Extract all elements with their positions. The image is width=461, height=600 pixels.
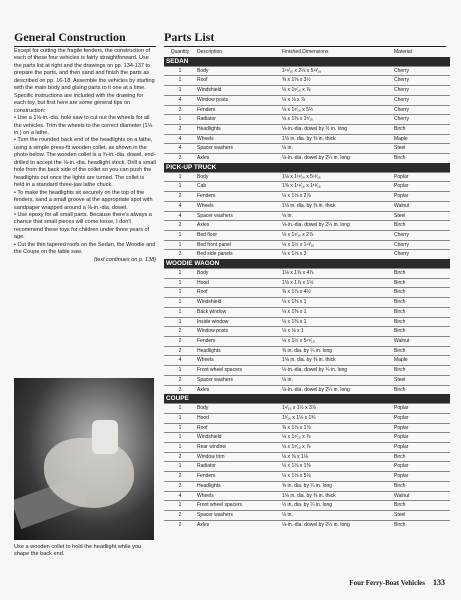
cell-dimensions: 1⅛ in. dia. by ⅜ in. thick	[281, 134, 393, 144]
cell-quantity: 1	[164, 76, 196, 86]
cell-dimensions: ⅛ x ⅝ x 1⅛	[281, 452, 393, 462]
table-row	[164, 192, 450, 202]
cell-description: Inside window	[196, 317, 281, 327]
cell-material: Cherry	[393, 230, 450, 240]
cell-material: Poplar	[393, 192, 450, 202]
cell-quantity: 4	[164, 134, 196, 144]
cell-dimensions: 1⅛ x 1¹¹⁄₁₆ x 5¹³⁄₁₆	[281, 172, 393, 182]
cell-dimensions: ⅛ x 1½ x 1¹³⁄₁₆	[281, 240, 393, 250]
cell-quantity: 2	[164, 250, 196, 259]
intro-paragraph: Except for cutting the fragile fenders, the construction of each of these four vehicles is fairly straightforward. Use the parts list at right and the drawings on pp. 134-137 to prepare the parts, and then sand and finish the parts as described on pp. 16-18. Assemble the vehicles by starting with the main body and gluing parts to it one at a time. Specific instructions are included with the drawing for each toy, but first here are some general tips on construction:	[14, 48, 155, 114]
cell-dimensions: ⅛-in.-dia. dowel by 2¼ in. long	[281, 385, 393, 394]
cell-quantity: 1	[164, 288, 196, 298]
tip-epoxy: • Use epoxy for all small parts. Because there's always a chance that small pieces will come loose, I don't recommend these toys for children under three years of age.	[14, 211, 152, 241]
cell-description: Fenders	[196, 472, 281, 482]
cell-quantity: 1	[164, 413, 196, 423]
table-row	[164, 144, 450, 154]
cell-dimensions: ⅛ x 1½ x 5¹⁵⁄₁₆	[281, 336, 393, 346]
cell-dimensions: ⅛-in.-dia. dowel by 2¼ in. long	[281, 520, 393, 529]
cell-quantity: 2	[164, 154, 196, 163]
cell-quantity: 2	[164, 327, 196, 337]
cell-description: Fenders	[196, 192, 281, 202]
cell-material: Birch	[393, 307, 450, 317]
cell-material: Birch	[393, 298, 450, 308]
table-row	[164, 501, 450, 511]
cell-description: Axles	[196, 221, 281, 231]
cell-material: Walnut	[393, 491, 450, 501]
cell-dimensions: 1⁹⁄₁₆ x 1½ x 3⅞	[281, 404, 393, 414]
cell-quantity: 1	[164, 307, 196, 317]
section-name: WOODIE WAGON	[164, 259, 450, 269]
page-footer	[349, 578, 445, 587]
page-number: 133	[433, 578, 445, 587]
cell-material: Steel	[393, 211, 450, 221]
table-row	[164, 86, 450, 96]
cell-description: Body	[196, 172, 281, 182]
cell-description: Wheels	[196, 201, 281, 211]
table-row	[164, 520, 450, 529]
cell-description: Window trim	[196, 452, 281, 462]
cell-material: Poplar	[393, 404, 450, 414]
cell-material: Cherry	[393, 66, 450, 76]
cell-material: Birch	[393, 452, 450, 462]
cell-description: Axles	[196, 385, 281, 394]
photo-caption: Use a wooden collet to hold the headlight while you shape the back end.	[14, 544, 142, 557]
cell-dimensions: 1⅛ x 1⅞ x 1½	[281, 278, 393, 288]
table-row	[164, 134, 450, 144]
section-header-row	[164, 57, 450, 67]
cell-material: Cherry	[393, 105, 450, 115]
section-name: SEDAN	[164, 57, 450, 67]
cell-quantity: 1	[164, 240, 196, 250]
cell-quantity: 1	[164, 462, 196, 472]
cell-description: Spacer washers	[196, 211, 281, 221]
cell-material: Cherry	[393, 95, 450, 105]
cell-material: Birch	[393, 278, 450, 288]
cell-quantity: 1	[164, 443, 196, 453]
cell-material: Birch	[393, 124, 450, 134]
cell-dimensions: ⅛ in.	[281, 510, 393, 520]
section-header-row	[164, 259, 450, 269]
body-text	[14, 48, 156, 264]
cell-material: Birch	[393, 154, 450, 163]
cell-dimensions: ⅛ x 1⅛ x 2⅞	[281, 192, 393, 202]
cell-material: Maple	[393, 134, 450, 144]
cell-quantity: 4	[164, 95, 196, 105]
wooden-collet	[92, 420, 118, 454]
cell-description: Windshield	[196, 433, 281, 443]
table-row	[164, 443, 450, 453]
cell-material: Walnut	[393, 201, 450, 211]
cell-quantity: 2	[164, 510, 196, 520]
table-row	[164, 404, 450, 414]
table-row	[164, 307, 450, 317]
table-row	[164, 510, 450, 520]
col-dimensions: Finished Dimensions	[282, 49, 329, 55]
cell-dimensions: ⅛-in.-dia. dowel by 2¼ in. long	[281, 221, 393, 231]
cell-dimensions: ⅛ x 1⁵⁄₁₆ x ⅞	[281, 443, 393, 453]
lathe-photo	[14, 378, 154, 540]
cell-dimensions: ½ in. dia. by ¼ in. long	[281, 501, 393, 511]
cell-description: Rear window	[196, 443, 281, 453]
table-row	[164, 433, 450, 443]
cell-material: Cherry	[393, 250, 450, 259]
cell-description: Roof	[196, 76, 281, 86]
table-row	[164, 66, 450, 76]
cell-material: Birch	[393, 288, 450, 298]
cell-dimensions: 1⅛ in. dia. by ⅜ in. thick	[281, 491, 393, 501]
section-name: PICK-UP TRUCK	[164, 163, 450, 173]
cell-quantity: 2	[164, 346, 196, 356]
cell-description: Bed front panel	[196, 240, 281, 250]
cell-description: Hood	[196, 413, 281, 423]
cell-material: Poplar	[393, 462, 450, 472]
parts-table	[164, 48, 450, 529]
cell-material: Steel	[393, 375, 450, 385]
table-row	[164, 269, 450, 279]
cell-description: Roof	[196, 423, 281, 433]
table-row	[164, 115, 450, 125]
cell-quantity: 2	[164, 481, 196, 491]
cell-quantity: 1	[164, 433, 196, 443]
cell-dimensions: ⅛ x 1⅜ x 1	[281, 307, 393, 317]
table-row	[164, 221, 450, 231]
table-row	[164, 230, 450, 240]
cell-material: Birch	[393, 317, 450, 327]
cell-description: Headlights	[196, 481, 281, 491]
tip-wheels: • Use a 1⅛-in.-dia. hole saw to cut out the wheels for all the vehicles. Trim the wheels to the correct diameter (1⅛ in.) on a lathe.	[14, 115, 153, 136]
left-column	[14, 30, 156, 264]
table-row	[164, 317, 450, 327]
heading-rule-left	[14, 46, 156, 47]
cell-description: Window posts	[196, 95, 281, 105]
cell-description: Windshield	[196, 298, 281, 308]
cell-description: Hood	[196, 278, 281, 288]
table-row	[164, 211, 450, 221]
table-row	[164, 366, 450, 376]
table-row	[164, 375, 450, 385]
cell-description: Headlights	[196, 124, 281, 134]
cell-dimensions: ⅜ in. dia. by ¼ in. long	[281, 481, 393, 491]
cell-description: Fenders	[196, 105, 281, 115]
footer-title: Four Ferry-Boat Vehicles	[349, 579, 425, 587]
cell-dimensions: ⅛ in.	[281, 375, 393, 385]
heading-rule-right	[164, 46, 446, 47]
cell-material: Poplar	[393, 172, 450, 182]
cell-quantity: 2	[164, 472, 196, 482]
cell-description: Body	[196, 269, 281, 279]
cell-material: Birch	[393, 269, 450, 279]
cell-material: Birch	[393, 327, 450, 337]
cell-material: Poplar	[393, 433, 450, 443]
cell-quantity: 1	[164, 317, 196, 327]
table-row	[164, 201, 450, 211]
table-row	[164, 172, 450, 182]
cell-description: Wheels	[196, 356, 281, 366]
cell-quantity: 1	[164, 172, 196, 182]
cell-quantity: 2	[164, 192, 196, 202]
cell-dimensions: ⅛ in.	[281, 211, 393, 221]
cell-description: Body	[196, 66, 281, 76]
cell-quantity: 2	[164, 520, 196, 529]
cell-description: Front wheel spacers	[196, 501, 281, 511]
cell-dimensions: ⅛ x 1⁵⁄₁₆ x 5½	[281, 105, 393, 115]
cell-quantity: 4	[164, 491, 196, 501]
cell-quantity: 1	[164, 66, 196, 76]
table-row	[164, 124, 450, 134]
cell-dimensions: ⅜ in. dia. by ¼ in. long	[281, 346, 393, 356]
cell-dimensions: ⅛ x 1⅛ x 1⅜	[281, 462, 393, 472]
parts-table-body	[164, 57, 450, 530]
col-description: Description	[197, 49, 223, 55]
cell-description: Bed side panels	[196, 250, 281, 259]
cell-dimensions: ⅛ x ⅛ x 1	[281, 327, 393, 337]
table-row	[164, 423, 450, 433]
cell-dimensions: ⅛ x 1⅛ x 3	[281, 250, 393, 259]
cell-description: Wheels	[196, 491, 281, 501]
cell-material: Cherry	[393, 86, 450, 96]
cell-quantity: 1	[164, 278, 196, 288]
cell-quantity: 2	[164, 221, 196, 231]
cell-description: Bed floor	[196, 230, 281, 240]
cell-description: Cab	[196, 182, 281, 192]
table-row	[164, 240, 450, 250]
table-row	[164, 385, 450, 394]
cell-dimensions: ⅜ x 1⅞ x 4½	[281, 288, 393, 298]
cell-dimensions: ⅛ x 1⁵⁄₁₆ x ⅞	[281, 86, 393, 96]
cell-dimensions: ⅛-in.-dia. dowel by ½ in. long	[281, 124, 393, 134]
cell-material: Birch	[393, 221, 450, 231]
continued-note: (text continues on p. 138)	[93, 256, 156, 263]
cell-dimensions: ½-in.-dia. dowel by ¼ in. long	[281, 366, 393, 376]
table-row	[164, 298, 450, 308]
cell-quantity: 1	[164, 501, 196, 511]
cell-description: Wheels	[196, 134, 281, 144]
table-row	[164, 327, 450, 337]
tip-headlights: • Turn the rounded back end of the headlights on a lathe, using a simple press-fit wooden collet, as shown in the photo below. The wooden collet is a ¾-in.-dia. dowel, end-drilled to accept the ⅛-in.-dia. headlight stock. Drill a small hole from the back side of the collet so you can push the headlights out once the lights are turned. The collet is held in a standard three-jaw lathe chuck.	[14, 137, 156, 189]
cell-dimensions: 1⅛ x 1⅜ x 4⅞	[281, 269, 393, 279]
cell-dimensions: ⅜ x 1⅞ x 1⅞	[281, 423, 393, 433]
cell-dimensions: ⅛ x 1⁵⁄₁₆ x ⅞	[281, 433, 393, 443]
cell-description: Axles	[196, 154, 281, 163]
parts-list	[164, 30, 446, 529]
cell-quantity: 1	[164, 404, 196, 414]
table-row	[164, 346, 450, 356]
table-row	[164, 105, 450, 115]
cell-material: Steel	[393, 144, 450, 154]
cell-quantity: 2	[164, 124, 196, 134]
cell-description: Fenders	[196, 336, 281, 346]
table-row	[164, 452, 450, 462]
cell-description: Radiator	[196, 115, 281, 125]
col-material: Material	[394, 49, 412, 55]
section-header-row	[164, 394, 450, 404]
table-row	[164, 278, 450, 288]
cell-material: Cherry	[393, 115, 450, 125]
cell-description: Back window	[196, 307, 281, 317]
cell-dimensions: 1⅛ in. dia. by ⅜ in. thick	[281, 201, 393, 211]
table-row	[164, 154, 450, 163]
cell-quantity: 1	[164, 269, 196, 279]
tip-groove: • To make the headlights sit securely on the top of the fenders, sand a small groove at the appropriate spot with sandpaper wrapped around a ⅛-in.-dia. dowel.	[14, 189, 153, 211]
cell-description: Axles	[196, 520, 281, 529]
cell-description: Body	[196, 404, 281, 414]
cell-quantity: 1	[164, 182, 196, 192]
cell-description: Window posts	[196, 327, 281, 337]
cell-description: Front wheel spacers	[196, 366, 281, 376]
table-row	[164, 95, 450, 105]
cell-material: Birch	[393, 501, 450, 511]
cell-quantity: 4	[164, 211, 196, 221]
cell-material: Birch	[393, 385, 450, 394]
section-heading: General Construction	[14, 30, 126, 44]
cell-description: Headlights	[196, 346, 281, 356]
cell-material: Walnut	[393, 336, 450, 346]
cell-dimensions: 1⅛ in. dia. by ⅜ in. thick	[281, 356, 393, 366]
cell-dimensions: ⅛ x 1⅜ x 1	[281, 317, 393, 327]
table-row	[164, 336, 450, 346]
col-quantity: Quantity	[170, 49, 190, 55]
table-row	[164, 288, 450, 298]
cell-material: Birch	[393, 520, 450, 529]
cell-description: Windshield	[196, 86, 281, 96]
cell-quantity: 4	[164, 201, 196, 211]
table-row	[164, 462, 450, 472]
cell-material: Poplar	[393, 443, 450, 453]
cell-material: Birch	[393, 366, 450, 376]
cell-dimensions: ⅛ x 1⅛ x 5⅛	[281, 472, 393, 482]
table-row	[164, 182, 450, 192]
cell-quantity: 1	[164, 366, 196, 376]
cell-material: Birch	[393, 346, 450, 356]
cell-quantity: 2	[164, 105, 196, 115]
cell-material: Maple	[393, 356, 450, 366]
cell-material: Cherry	[393, 240, 450, 250]
cell-quantity: 4	[164, 356, 196, 366]
cell-description: Roof	[196, 288, 281, 298]
table-row	[164, 472, 450, 482]
cell-description: Spacer washers	[196, 375, 281, 385]
cell-quantity: 1	[164, 115, 196, 125]
cell-description: Radiator	[196, 462, 281, 472]
cell-dimensions: ⅛-in.-dia. dowel by 2¼ in. long	[281, 154, 393, 163]
cell-dimensions: ⅛ x 1⁹⁄₁₆ x 2⅞	[281, 230, 393, 240]
cell-dimensions: ⅛ x 1⅜ x 1⁵⁄₁₆	[281, 115, 393, 125]
table-row	[164, 481, 450, 491]
cell-quantity: 2	[164, 375, 196, 385]
cell-material: Poplar	[393, 472, 450, 482]
cell-dimensions: 1³⁄₁₆ x 1⅛ x 1¾	[281, 413, 393, 423]
cell-dimensions: ⅛ x 1⅜ x 1	[281, 298, 393, 308]
cell-material: Cherry	[393, 76, 450, 86]
cell-description: Spacer washers	[196, 510, 281, 520]
cell-dimensions: ⅛ in.	[281, 144, 393, 154]
table-row	[164, 76, 450, 86]
cell-dimensions: 1¹⁵⁄₁₆ x 2⅛ x 5¹³⁄₁₆	[281, 66, 393, 76]
cell-material: Poplar	[393, 182, 450, 192]
section-name: COUPE	[164, 394, 450, 404]
cell-dimensions: 1⅜ x 1¹¹⁄₁₆ x 1¹³⁄₁₆	[281, 182, 393, 192]
cell-description: Spacer washers	[196, 144, 281, 154]
parts-heading: Parts List	[164, 30, 215, 44]
cell-material: Poplar	[393, 413, 450, 423]
cell-quantity: 2	[164, 336, 196, 346]
cell-material: Poplar	[393, 423, 450, 433]
cell-quantity: 4	[164, 144, 196, 154]
table-row	[164, 250, 450, 259]
table-row	[164, 491, 450, 501]
cell-material: Birch	[393, 481, 450, 491]
cell-material: Steel	[393, 510, 450, 520]
cell-quantity: 1	[164, 298, 196, 308]
table-row	[164, 356, 450, 366]
tip-roofs: • Cut the thin tapered roofs on the Sedan, the Woodie and the Coupe on the table saw.	[14, 241, 156, 256]
cell-quantity: 1	[164, 230, 196, 240]
section-header-row	[164, 163, 450, 173]
table-row	[164, 413, 450, 423]
cell-dimensions: ⅜ x 1⅝ x 3½	[281, 76, 393, 86]
cell-quantity: 1	[164, 423, 196, 433]
cell-quantity: 2	[164, 452, 196, 462]
cell-dimensions: ⅛ x ⅛ x ⅞	[281, 95, 393, 105]
cell-quantity: 2	[164, 385, 196, 394]
cell-quantity: 1	[164, 86, 196, 96]
